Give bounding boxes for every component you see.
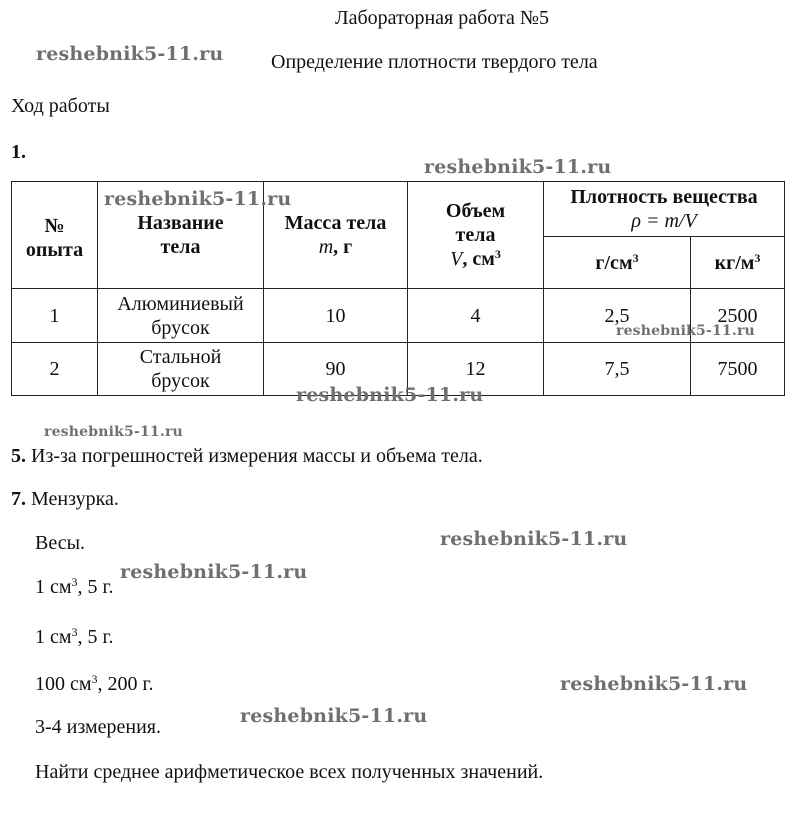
answer-line-b: 1 $см^3$, 5 г. (35, 625, 114, 648)
header-density-kgm: $кг/м^3$ (691, 237, 785, 289)
answer-5: 5. Из-за погрешностей измерения массы и объема тела. (11, 445, 483, 467)
watermark: reshebnik5-11.ru (440, 528, 628, 550)
cell-mass: 10 (264, 289, 408, 343)
watermark: reshebnik5-11.ru (120, 561, 308, 583)
section-heading: Ход работы (11, 95, 110, 117)
cell-density-g: 7,5 (544, 343, 691, 396)
cell-density-kg: 7500 (691, 343, 785, 396)
item-1-label: 1. (11, 141, 26, 163)
cell-num: 2 (12, 343, 98, 396)
watermark: reshebnik5-11.ru (240, 705, 428, 727)
cell-volume: 12 (408, 343, 544, 396)
answer-scales: Весы. (35, 532, 86, 554)
watermark: reshebnik5-11.ru (104, 188, 292, 210)
watermark: reshebnik5-11.ru (36, 43, 224, 65)
cell-name: Алюминиевый брусок (98, 289, 264, 343)
lab-subtitle: Определение плотности твердого тела (271, 51, 598, 73)
watermark: reshebnik5-11.ru (296, 384, 484, 406)
answer-line-a: 1 $см^3$, 5 г. (35, 575, 114, 598)
results-table (11, 181, 785, 396)
cell-num: 1 (12, 289, 98, 343)
watermark: reshebnik5-11.ru (424, 156, 612, 178)
answer-7: 7. Мензурка. (11, 488, 119, 510)
header-mass: Масса тела m, г (264, 182, 408, 289)
cell-density-kg: 2500 (691, 289, 785, 343)
header-density: Плотность вещества ρ = m/V (544, 182, 785, 237)
header-volume: Объем тела V, $см^3$ (408, 182, 544, 289)
watermark: reshebnik5-11.ru (560, 673, 748, 695)
watermark: reshebnik5-11.ru (44, 424, 183, 440)
cell-density-g: 2,5 (544, 289, 691, 343)
header-num: № опыта (12, 182, 98, 289)
answer-average: Найти среднее арифметическое всех полученных значений. (35, 761, 544, 783)
header-name: Название тела (98, 182, 264, 289)
answer-line-c: 100 $см^3$, 200 г. (35, 672, 154, 695)
lab-title: Лабораторная работа №5 (335, 7, 549, 29)
watermark: reshebnik5-11.ru (616, 323, 755, 339)
header-density-gcm: $г/см^3$ (544, 237, 691, 289)
answer-measurements: 3-4 измерения. (35, 716, 161, 738)
cell-volume: 4 (408, 289, 544, 343)
cell-name: Стальной брусок (98, 343, 264, 396)
cell-mass: 90 (264, 343, 408, 396)
